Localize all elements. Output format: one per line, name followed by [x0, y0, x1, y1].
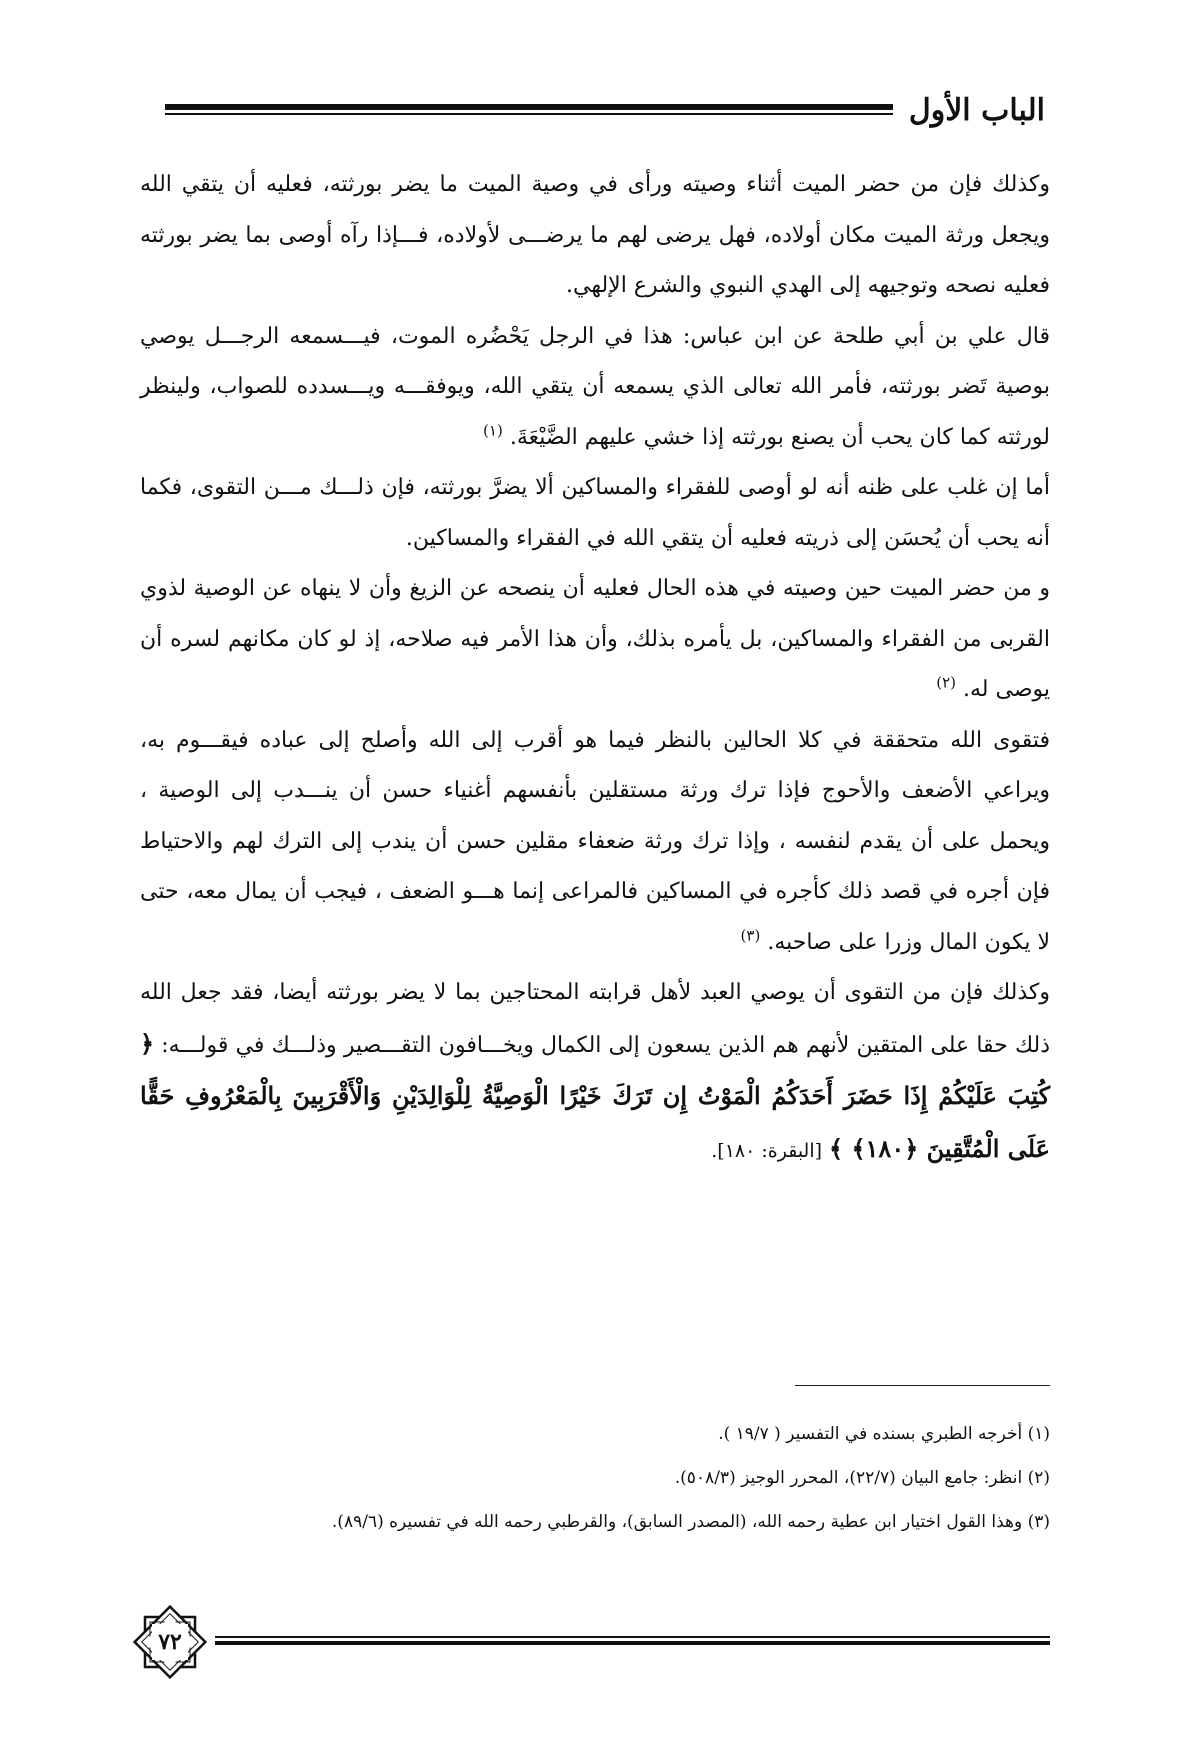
footnote-2: (٢) انظر: جامع البيان (٢٢/٧)، المحرر الوجيز (٥٠٨/٣). [674, 1468, 1050, 1488]
paragraph-3-text: أما إن غلب على ظنه أنه لو أوصى للفقراء والمساكين ألا يضرَّ بورثته، فإن ذلـــك مـــن التقوى، فكما أنه يحب أن يُحسَن إلى ذريته فعليه أن يتقي الله في الفقراء والمساكين. [140, 475, 1050, 551]
paragraph-5 [140, 716, 1050, 969]
footnote-1: (١) أخرجه الطبري بسنده في التفسير ( ١٩/٧ ). [718, 1424, 1050, 1444]
quran-verse: ﴿ كُتِبَ عَلَيْكُمْ إِذَا حَضَرَ أَحَدَكُمُ الْمَوْتُ إِن تَرَكَ خَيْرًا الْوَصِيَّةُ لِلْوَالِدَيْنِ وَالْأَقْرَبِينَ بِالْمَعْرُوفِ حَقًّا عَلَى الْمُتَّقِينَ ﴿١٨٠﴾ ﴾ [140, 1028, 1050, 1163]
paragraph-5-text: فتقوى الله متحققة في كلا الحالين بالنظر فيما هو أقرب إلى الله وأصلح إلى عباده فيقـــوم به، ويراعي الأضعف والأحوج فإذا ترك ورثة مستقلين بأنفسهم أغنياء حسن أن ينـــدب إلى الوصية ، ويحمل على أن يقدم لنفسه ، وإذا ترك ورثة ضعفاء مقلين حسن أن يندب إلى الترك لهم والاحتياط فإن أجره في قصد ذلك كأجره في المساكين فالمراعى إنما هـــو الضعف ، فيجب أن يمال معه، حتى لا يكون المال وزرا على صاحبه. [140, 727, 1050, 955]
footer-double-rule [215, 1636, 1050, 1646]
footnote-separator [795, 1385, 1050, 1386]
footnote-3: (٣) وهذا القول اختيار ابن عطية رحمه الله، (المصدر السابق)، والقرطبي رحمه الله في تفسيره (٨٩/٦). [331, 1512, 1050, 1532]
paragraph-6 [140, 968, 1050, 1176]
page-header [165, 88, 1045, 132]
page-number-badge [128, 1600, 212, 1684]
paragraph-6-text: وكذلك فإن من التقوى أن يوصي العبد لأهل قرابته المحتاجين بما لا يضر بورثته أيضا، فقد جعل الله ذلك حقا على المتقين لأنهم هم الذين يسعون إلى الكمال ويخـــافون التقـــصير وذلـــك في قولـــه: [140, 980, 1050, 1058]
paragraph-2 [140, 312, 1050, 464]
paragraph-2-text: قال علي بن أبي طلحة عن ابن عباس: هذا في الرجل يَحْضُره الموت، فيـــسمعه الرجـــل يوصي بوصية تَضر بورثته، فأمر الله تعالى الذي يسمعه أن يتقي الله، ويوفقـــه ويـــسدده للصواب، ولينظر لورثته كما كان يحب أن يصنع بورثته إذا خشي عليهم الضَّيْعَةَ. [140, 323, 1050, 450]
main-text [140, 160, 1050, 1176]
header-double-rule [165, 104, 893, 116]
paragraph-4 [140, 564, 1050, 716]
paragraph-4-text: و من حضر الميت حين وصيته في هذه الحال فعليه أن ينصحه عن الزيغ وأن لا ينهاه عن الوصية لذوي القربى من الفقراء والمساكين، بل يأمره بذلك، وأن هذا الأمر فيه صلاحه، إذ لو كان مكانهم لسره أن يوصى له. [140, 576, 1050, 702]
paragraph-1-text: وكذلك فإن من حضر الميت أثناء وصيته ورأى في وصية الميت ما يضر بورثته، فعليه أن يتقي الله ويجعل ورثة الميت مكان أولاده، فهل يرضى لهم ما يرضـــى لأولاده، فـــإذا رآه أوصى بما يضر بورثته فعليه نصحه وتوجيهه إلى الهدي النبوي والشرع الإلهي. [140, 172, 1050, 298]
quran-reference: [البقرة: ١٨٠]. [711, 1139, 823, 1162]
page-number: ٧٢ [158, 1629, 182, 1655]
footnotes [140, 1412, 1050, 1544]
chapter-title: الباب الأول [908, 92, 1045, 128]
paragraph-1 [140, 160, 1050, 312]
paragraph-3 [140, 463, 1050, 564]
footnote-ref-2[interactable]: (٢) [936, 673, 956, 692]
footnote-ref-1[interactable]: (١) [483, 421, 503, 440]
footnote-ref-3[interactable]: (٣) [740, 926, 761, 945]
